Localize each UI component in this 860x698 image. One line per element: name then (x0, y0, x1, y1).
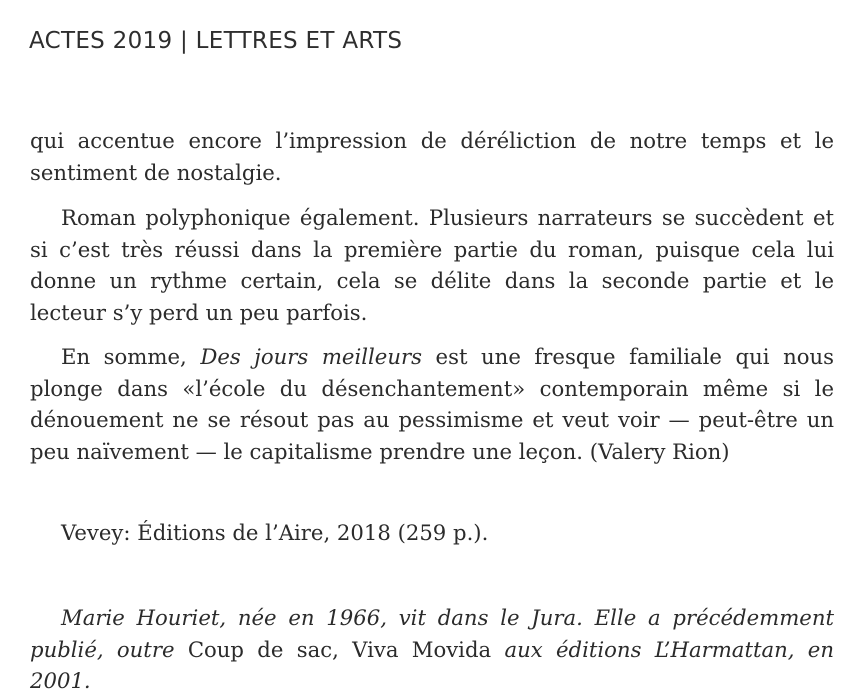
book-title-viva-movida: Viva Movida (352, 636, 492, 662)
bio-part-2: aux éditions L’Harmattan, en 2001. (30, 636, 834, 693)
paragraph-text: Roman polyphonique également. Plusieurs narrateurs se succèdent et si c’est très réussi dans la première partie du roman, puisque cela lui donne un rythme certain, cela se délite dans la seconde partie et le lecteur s’y perd un peu parfois. (30, 205, 834, 325)
paragraph-conclusion (30, 341, 834, 467)
author-bio-text (30, 602, 834, 697)
paragraph-rest: est une fresque familiale qui nous plonge dans «l’école du désenchantement» contemporain même si le dénouement ne se résout pas au pessimisme et veut voir — peut-être un peu naïvement — le capitalisme prendre une leçon. (Valery Rion) (30, 344, 834, 464)
book-title-coup-de-sac: Coup de sac (187, 636, 333, 662)
paragraph-lead: En somme, (61, 344, 201, 369)
paragraph-polyphony (30, 202, 834, 328)
publication-info (30, 517, 834, 549)
bio-separator: , (332, 636, 353, 662)
bio-part-1: Marie Houriet, née en 1966, vit dans le Jura. Elle a précédemment publié, outre (30, 605, 834, 662)
paragraph-text: qui accentue encore l’impression de déréliction de notre temps et le sentiment de nostalgie. (30, 128, 834, 185)
publication-line: Vevey: Éditions de l’Aire, 2018 (259 p.). (61, 520, 489, 545)
author-bio (30, 602, 834, 697)
paragraph-continuation (30, 125, 834, 188)
running-header: ACTES 2019 | LETTRES ET ARTS (29, 28, 403, 54)
book-title: Des jours meilleurs (200, 344, 422, 369)
paragraph-text (30, 341, 834, 467)
